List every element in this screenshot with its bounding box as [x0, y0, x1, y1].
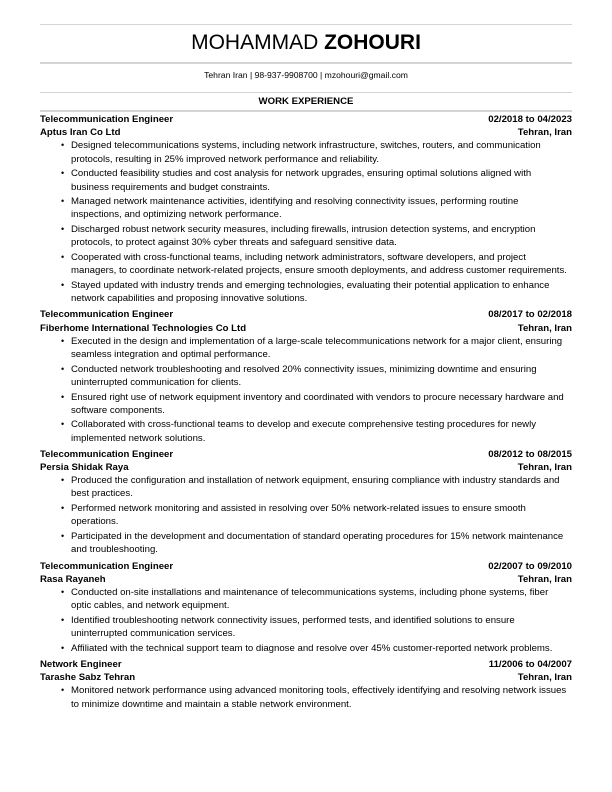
- bullet-item: [61, 684, 572, 710]
- bullet-text: Conducted feasibility studies and cost analysis for network upgrades, ensuring optimal solutions aligned with business requirements and budget constraints.: [71, 168, 532, 193]
- job-company-row: [40, 573, 572, 586]
- job-title-row: [40, 658, 572, 671]
- bullet-icon: •: [61, 614, 65, 625]
- job-title-row: [40, 560, 572, 573]
- bullet-item: [61, 614, 572, 640]
- bullet-text: Produced the configuration and installation of network equipment, ensuring compliance with industry standards and best practices.: [71, 475, 560, 500]
- job-title-row: [40, 308, 572, 321]
- bullet-icon: •: [61, 685, 65, 696]
- job-dates: 08/2017 to 02/2018: [488, 309, 572, 321]
- bullet-text: Collaborated with cross-functional teams to develop and execute comprehensive testing procedures for newly implemented network solutions.: [71, 419, 537, 444]
- bullet-text: Conducted on-site installations and maintenance of telecommunications systems, including phone systems, fiber optic cables, and network equipment.: [71, 586, 549, 612]
- bullet-item: [61, 195, 572, 221]
- bullet-item: [61, 474, 572, 500]
- company-name: Rasa Rayaneh: [40, 573, 106, 585]
- bullet-icon: •: [61, 419, 65, 430]
- bullet-text: Monitored network performance using advanced monitoring tools, effectively identifying and resolving network issues to minimize downtime and maintain a stable network environment.: [71, 685, 567, 710]
- company-name: Tarashe Sabz Tehran: [40, 672, 136, 684]
- job-title: Network Engineer: [40, 658, 122, 670]
- job-entry: [40, 308, 572, 445]
- job-company-row: [40, 461, 572, 474]
- job-entry: [40, 658, 572, 711]
- bullet-text: Participated in the development and documentation of standard operating procedures for 15% network maintenance and troubleshooting.: [71, 531, 564, 556]
- job-dates: 11/2006 to 04/2007: [488, 658, 572, 670]
- bullet-text: Discharged robust network security measures, including firewalls, intrusion detection systems, and encryption protocols, to protect against 30% cyber threats and safeguard sensitive data.: [71, 224, 536, 249]
- bullet-item: [61, 391, 572, 417]
- bullet-text: Affiliated with the technical support team to diagnose and resolve over 45% customer-reported network problems.: [71, 642, 553, 654]
- bullet-item: [61, 586, 572, 612]
- bullet-item: [61, 167, 572, 193]
- job-company-row: [40, 322, 572, 335]
- job-title: Telecommunication Engineer: [40, 560, 174, 572]
- job-dates: 02/2018 to 04/2023: [488, 114, 572, 125]
- job-title-row: [40, 113, 572, 126]
- bullet-icon: •: [61, 391, 65, 402]
- company-name: Fiberhome International Technologies Co Ltd: [40, 322, 247, 334]
- job-location: Tehran, Iran: [517, 573, 572, 585]
- bullet-item: [61, 251, 572, 277]
- section-title: WORK EXPERIENCE: [258, 96, 354, 107]
- job-bullets: [40, 139, 572, 305]
- job-entry: [40, 113, 572, 305]
- job-entry: [40, 448, 572, 557]
- job-bullets: [40, 586, 572, 655]
- bullet-item: [61, 502, 572, 528]
- bullet-icon: •: [61, 475, 65, 486]
- bullet-item: [61, 279, 572, 305]
- first-name: MOHAMMAD: [191, 31, 319, 54]
- bullet-item: [61, 223, 572, 249]
- job-bullets: [40, 335, 572, 445]
- bullet-icon: •: [61, 140, 65, 151]
- bullet-item: [61, 139, 572, 165]
- divider: [40, 110, 572, 112]
- last-name: ZOHOURI: [324, 31, 421, 54]
- job-dates: 08/2012 to 08/2015: [488, 448, 572, 460]
- candidate-name: [40, 30, 572, 56]
- job-title-row: [40, 448, 572, 461]
- bullet-text: Designed telecommunications systems, including network infrastructure, switches, routers, and communication protocols, resulting in 25% improved network performance and reliability.: [71, 140, 541, 165]
- job-dates: 02/2007 to 09/2010: [488, 560, 572, 572]
- bullet-text: Executed in the design and implementation of a large-scale telecommunications network for a major client, ensuring seamless integration and optimal performance.: [71, 335, 563, 360]
- bullet-icon: •: [61, 279, 65, 290]
- job-bullets: [40, 684, 572, 710]
- bullet-icon: •: [61, 168, 65, 179]
- bullet-icon: •: [61, 335, 65, 346]
- bullet-text: Performed network monitoring and assisted in resolving over 50% network-related issues to ensure smooth operations.: [71, 503, 526, 528]
- bullet-icon: •: [61, 252, 65, 263]
- bullet-item: [61, 642, 572, 655]
- bullet-icon: •: [61, 196, 65, 207]
- divider: [40, 92, 572, 93]
- bullet-text: Managed network maintenance activities, identifying and resolving connectivity issues, performing routine inspections, and optimizing network performance.: [71, 196, 519, 221]
- job-location: Tehran, Iran: [517, 127, 572, 139]
- job-company-row: [40, 671, 572, 684]
- job-entry: [40, 560, 572, 655]
- job-title: Telecommunication Engineer: [40, 309, 174, 321]
- bullet-icon: •: [61, 586, 65, 597]
- bullet-icon: •: [61, 224, 65, 235]
- bullet-icon: •: [61, 503, 65, 514]
- divider: [40, 24, 572, 25]
- bullet-text: Identified troubleshooting network connectivity issues, performed tests, and identified solutions to ensure uninterrupted communication services.: [71, 614, 515, 640]
- bullet-text: Conducted network troubleshooting and resolved 20% connectivity issues, minimizing downtime and ensuring uninterrupted communication for clients.: [71, 363, 537, 388]
- work-experience-list: [40, 113, 572, 714]
- job-location: Tehran, Iran: [517, 462, 572, 474]
- bullet-text: Cooperated with cross-functional teams, including network administrators, software developers, and project managers, to coordinate network-related projects, ensure smooth deployments, and address customer requirements.: [71, 252, 567, 277]
- job-company-row: [40, 126, 572, 139]
- bullet-item: [61, 363, 572, 389]
- job-title: Telecommunication Engineer: [40, 114, 174, 125]
- job-location: Tehran, Iran: [517, 672, 572, 684]
- company-name: Aptus Iran Co Ltd: [40, 127, 121, 139]
- bullet-icon: •: [61, 642, 65, 653]
- company-name: Persia Shidak Raya: [40, 462, 129, 474]
- bullet-icon: •: [61, 363, 65, 374]
- contact-info: Tehran Iran | 98-937-9908700 | mzohouri@gmail.com: [204, 70, 408, 80]
- bullet-text: Ensured right use of network equipment inventory and coordinated with vendors to procure necessary hardware and software components.: [71, 391, 564, 416]
- job-location: Tehran, Iran: [517, 322, 572, 334]
- bullet-item: [61, 335, 572, 361]
- bullet-item: [61, 418, 572, 444]
- divider: [40, 62, 572, 64]
- bullet-icon: •: [61, 531, 65, 542]
- bullet-item: [61, 530, 572, 556]
- job-bullets: [40, 474, 572, 556]
- job-title: Telecommunication Engineer: [40, 448, 174, 460]
- bullet-text: Stayed updated with industry trends and emerging technologies, evaluating their potential application to enhance network capabilities and proposing innovative solutions.: [71, 279, 550, 305]
